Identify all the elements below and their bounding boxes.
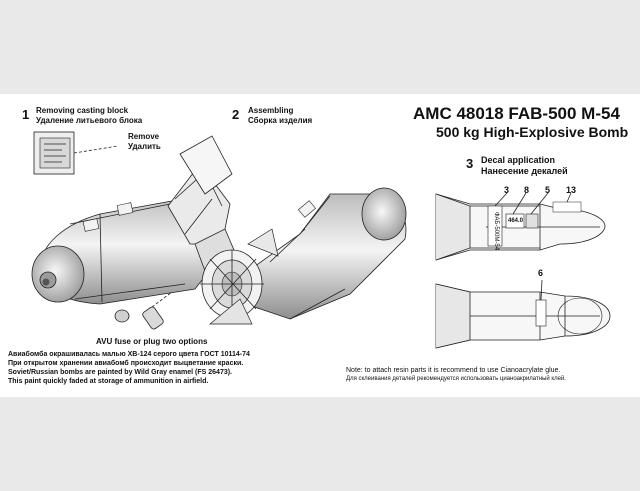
- step-2-number: 2: [232, 107, 240, 122]
- paint-note-3: Soviet/Russian bombs are painted by Wild Gray enamel (FS 26473).: [8, 369, 233, 376]
- page-subtitle: 500 kg High-Explosive Bomb: [436, 124, 629, 140]
- step-1-label-en: Removing casting block: [36, 106, 129, 115]
- instruction-sheet: [0, 94, 640, 397]
- stencil-box: 464.0: [508, 218, 524, 224]
- step-3-label-ru: Нанесение декалей: [481, 166, 568, 176]
- paint-note-4: This paint quickly faded at storage of ammunition in airfield.: [8, 378, 209, 385]
- page-title: AMC 48018 FAB-500 M-54: [413, 104, 620, 123]
- step-1-label-ru: Удаление литьевого блока: [36, 116, 143, 125]
- remove-label-en: Remove: [128, 132, 160, 141]
- step-2-label-en: Assembling: [248, 106, 294, 115]
- step-3-number: 3: [466, 156, 474, 171]
- decal-callout-6: 6: [538, 268, 544, 278]
- bomb-drawing-decals-side: [436, 280, 610, 348]
- paint-note-2: При открытом хранении авиабомб происходит выцветание краски.: [8, 360, 244, 367]
- decal-callout-5: 5: [545, 185, 551, 195]
- decal-callout-13: 13: [566, 185, 577, 195]
- stencil-main: ФАБ-500М-54: [493, 212, 499, 251]
- glue-note-ru: Для склеивания деталей рекомендуется использовать цианоакрилатный клей.: [346, 376, 566, 382]
- fuse-label: AVU fuse or plug two options: [96, 337, 208, 346]
- paint-note-1: Авиабомба окрашивалась малью ХВ-124 серого цвета ГОСТ 10114-74: [8, 351, 250, 358]
- decal-callout-3: 3: [504, 185, 510, 195]
- remove-label-ru: Удалить: [128, 142, 161, 151]
- glue-note-en: Note: to attach resin parts it is recommend to use Cianoacrylate glue.: [346, 367, 561, 374]
- casting-block-detail: [34, 132, 118, 174]
- bomb-drawing-decals-top: [436, 193, 605, 260]
- bomb-drawing-step2: [200, 188, 406, 324]
- step-2-label-ru: Сборка изделия: [248, 116, 313, 125]
- step-3-label-en: Decal application: [481, 155, 556, 165]
- step-1-number: 1: [22, 107, 30, 122]
- decal-callout-8: 8: [524, 185, 530, 195]
